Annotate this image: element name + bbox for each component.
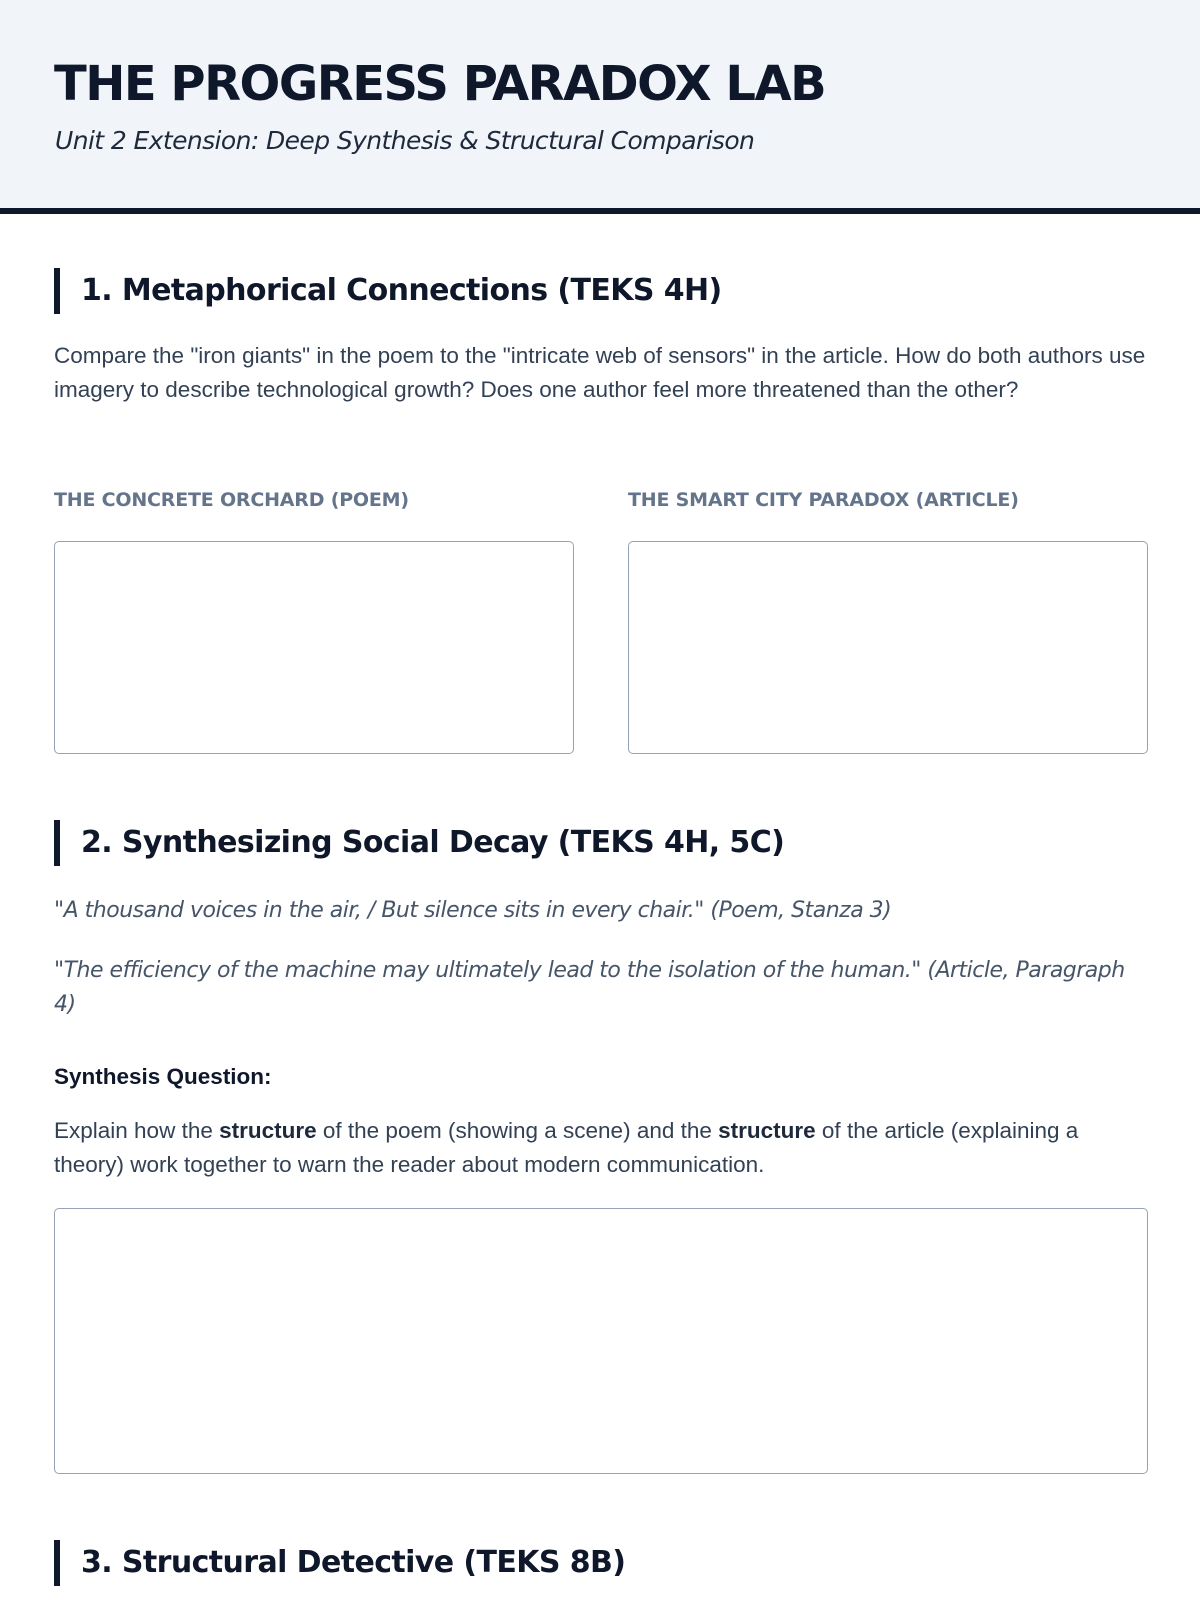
section-1-heading: 1. Metaphorical Connections (TEKS 4H) <box>54 268 722 314</box>
article-quote: "The efficiency of the machine may ultimately lead to the isolation of the human." (Article, Paragraph 4) <box>54 958 1125 1017</box>
poem-column-label: THE CONCRETE ORCHARD (POEM) <box>54 489 409 511</box>
poem-answer-field[interactable] <box>54 541 574 754</box>
page-title: THE PROGRESS PARADOX LAB <box>54 56 826 112</box>
section-3-heading: 3. Structural Detective (TEKS 8B) <box>54 1540 625 1586</box>
question-text-part: Explain how the <box>54 1118 220 1143</box>
synthesis-question-text <box>54 1114 1114 1181</box>
synthesis-answer-field[interactable] <box>54 1208 1148 1474</box>
page-header <box>0 0 1200 214</box>
poem-quote: "A thousand voices in the air, / But silence sits in every chair." (Poem, Stanza 3) <box>54 898 892 923</box>
question-text-part: of the poem (showing a scene) and the <box>316 1118 719 1143</box>
page-subtitle: Unit 2 Extension: Deep Synthesis & Structural Comparison <box>55 126 755 155</box>
article-column-label: THE SMART CITY PARADOX (ARTICLE) <box>628 489 1019 511</box>
question-text-part: of the article (explaining a theory) work together to warn the reader about modern communication. <box>54 1118 1079 1177</box>
question-emphasis: structure <box>219 1118 317 1143</box>
synthesis-question-label: Synthesis Question: <box>54 1064 272 1089</box>
question-emphasis: structure <box>718 1118 816 1143</box>
section-2-heading: 2. Synthesizing Social Decay (TEKS 4H, 5C) <box>54 820 784 866</box>
section-1-prompt: Compare the "iron giants" in the poem to the "intricate web of sensors" in the article. How do both authors use imagery to describe technological growth? Does one author feel more threatened than the other? <box>54 343 1146 402</box>
article-answer-field[interactable] <box>628 541 1148 754</box>
